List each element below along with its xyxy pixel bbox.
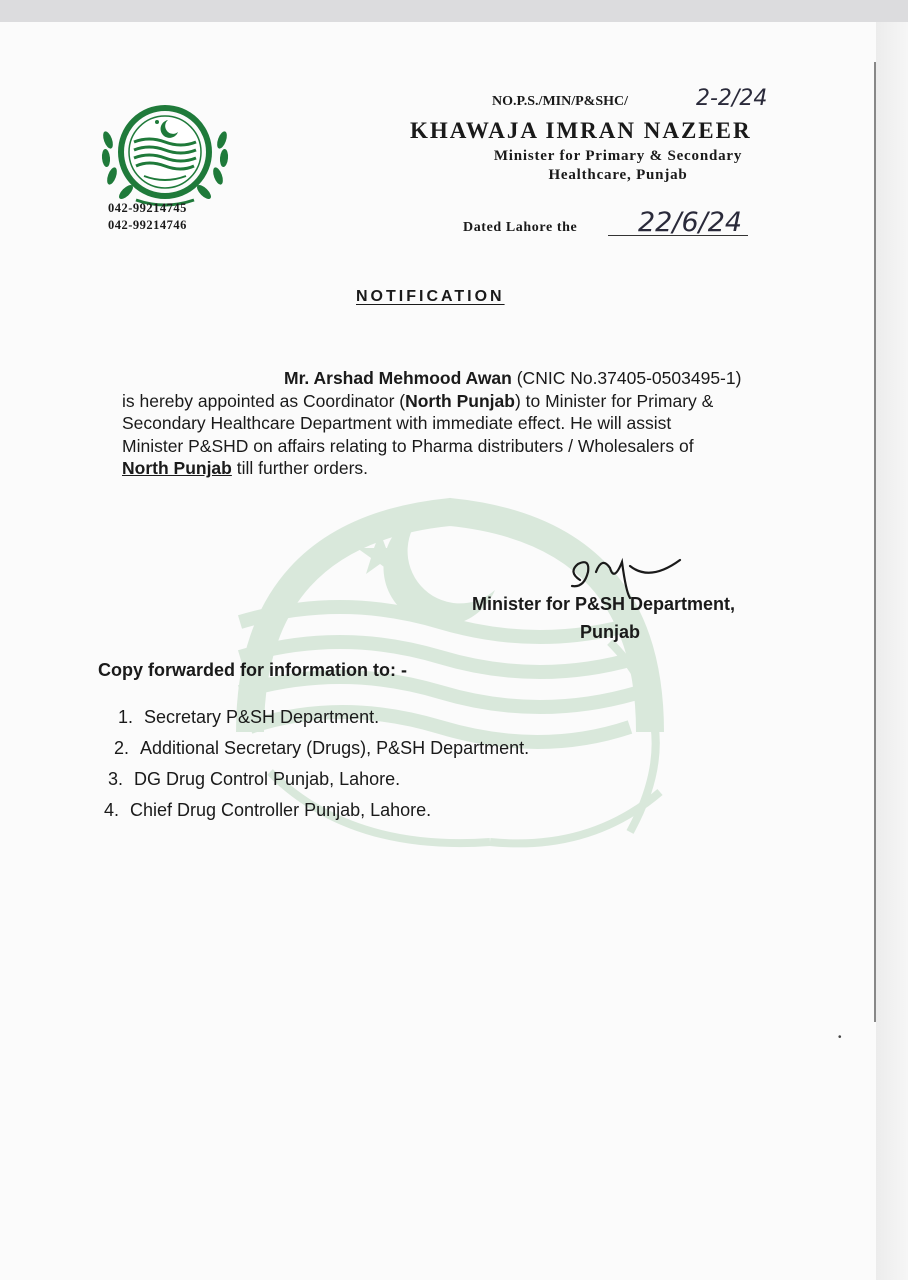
top-band [0, 0, 908, 22]
phone-numbers [108, 200, 187, 234]
reference-number: NO.P.S./MIN/P&SHC/ [492, 94, 628, 109]
copy-forwarded-heading: Copy forwarded for information to: - [98, 660, 407, 680]
body-line-4: Minister P&SHD on affairs relating to Pharma distributers / Wholesalers of [122, 435, 694, 456]
body-line-1 [122, 367, 772, 390]
dated-label: Dated Lahore the [463, 220, 578, 235]
appointee-name: Mr. Arshad Mehmood Awan [284, 368, 512, 388]
item-text: DG Drug Control Punjab, Lahore. [134, 769, 401, 789]
minister-designation [428, 147, 808, 185]
item-text: Chief Drug Controller Punjab, Lahore. [130, 800, 432, 820]
page-edge-shadow [876, 22, 908, 1280]
reference-handwritten: 2-2/24 [696, 86, 768, 111]
item-text: Secretary P&SH Department. [144, 707, 380, 727]
designation-line-1: Minister for Primary & Secondary [493, 148, 743, 164]
document-page [0, 22, 908, 1280]
designation-line-2: Healthcare, Punjab [548, 167, 688, 183]
list-item [118, 702, 529, 733]
page-speck: • [838, 1032, 842, 1043]
body-line-5 [122, 457, 772, 480]
date-handwritten: 22/6/24 [638, 207, 743, 238]
list-item [108, 764, 529, 795]
phone-1: 042-99214745 [108, 201, 187, 215]
punjab-emblem-watermark [190, 472, 710, 892]
item-text: Additional Secretary (Drugs), P&SH Department. [140, 738, 530, 758]
phone-2: 042-99214746 [108, 218, 187, 232]
list-item [114, 733, 529, 764]
body-text-e: till further orders. [231, 458, 369, 478]
notification-title: NOTIFICATION [356, 288, 505, 305]
minister-name: KHAWAJA IMRAN NAZEER [410, 118, 752, 143]
item-number: 1. [118, 707, 134, 727]
body-line-2 [122, 390, 772, 413]
item-number: 2. [114, 738, 130, 758]
signatory-title: Minister for P&SH Department, [472, 594, 736, 614]
punjab-emblem-logo [96, 100, 234, 212]
body-text-b: ) to Minister for Primary & [514, 390, 714, 411]
page-edge-line [874, 62, 876, 1022]
cnic-number: (CNIC No.37405-0503495-1) [516, 368, 742, 388]
recipients-list [104, 702, 529, 826]
signature-scrawl [560, 542, 700, 602]
item-number: 3. [108, 769, 124, 789]
item-number: 4. [104, 800, 120, 820]
region-bold: North Punjab [405, 390, 515, 411]
region-underlined: North Punjab [122, 458, 232, 478]
body-text-a: is hereby appointed as Coordinator ( [122, 390, 406, 411]
notification-body [122, 367, 772, 480]
body-line-3: Secondary Healthcare Department with immediate effect. He will assist [122, 413, 672, 433]
signatory-place: Punjab [580, 622, 641, 642]
list-item [104, 795, 529, 826]
